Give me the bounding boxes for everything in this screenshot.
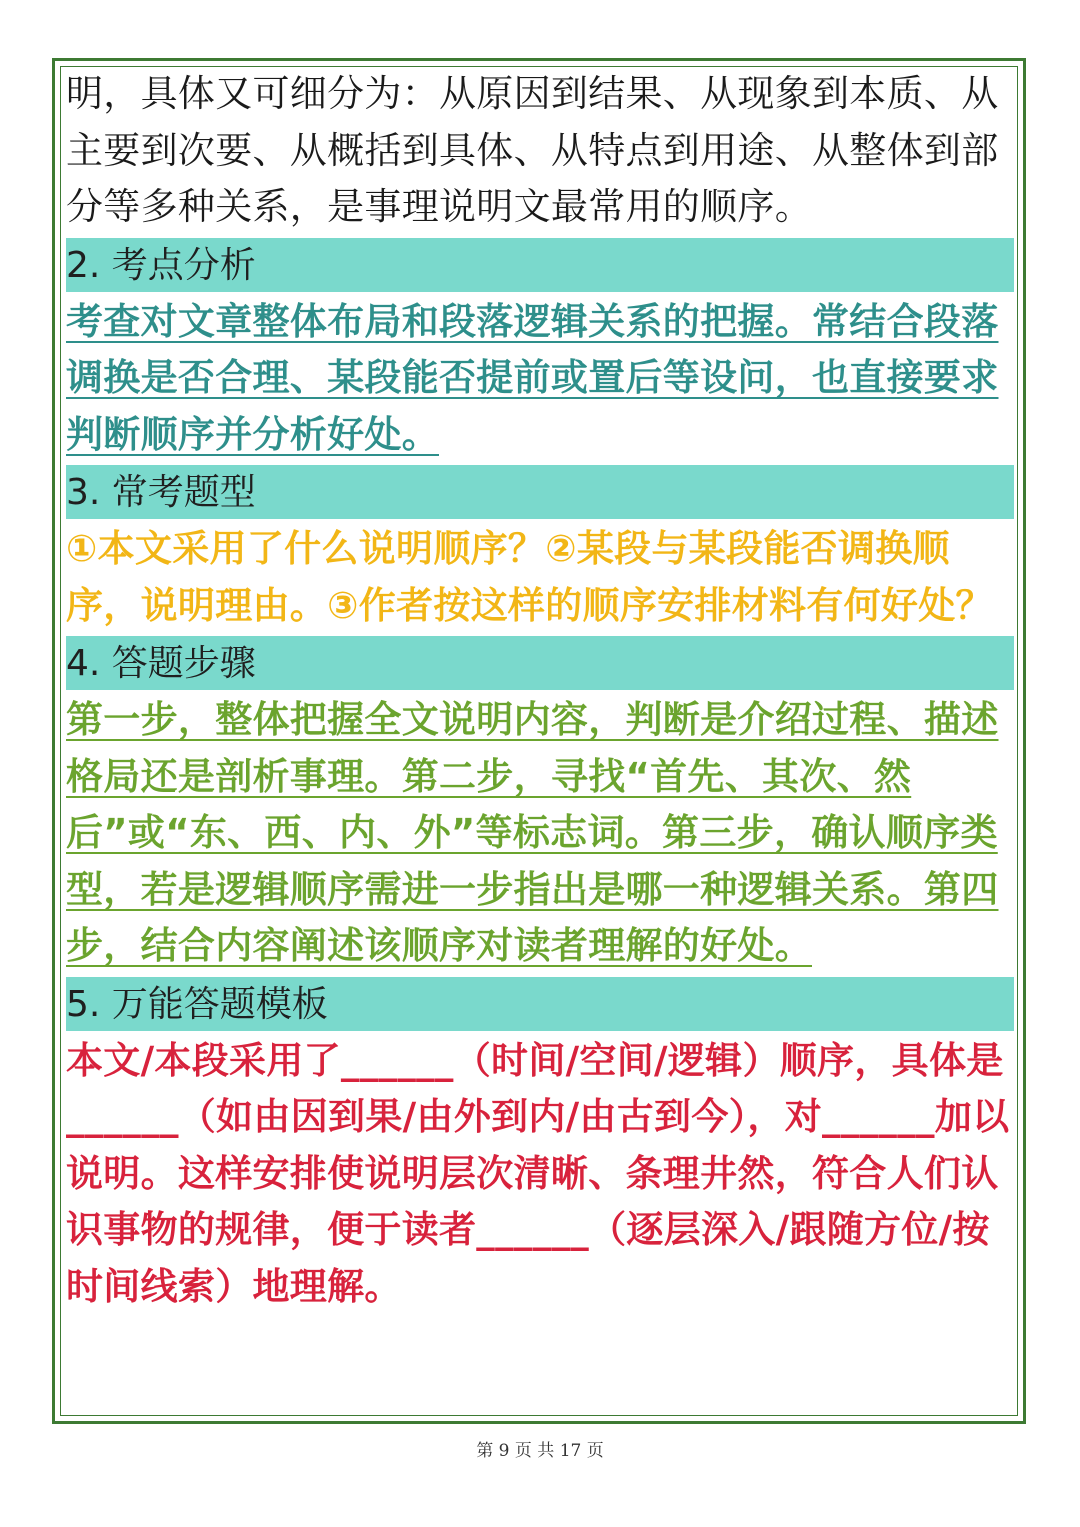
section-body-answer-template: 本文/本段采用了______（时间/空间/逻辑）顺序，具体是______（如由因到果/由外到内/由古到今），对______加以说明。这样安排使说明层次清晰、条理井然，符合人们认识事物的规律，便于读者______（逐层深入/跟随方位/按时间线索）地理解。 bbox=[66, 1038, 1010, 1308]
exam-analysis-text: 考查对文章整体布局和段落逻辑关系的把握。常结合段落调换是否合理、某段能否提前或置后等设问，也直接要求判断顺序并分析好处。 bbox=[66, 299, 999, 456]
section-heading-exam-analysis: 2. 考点分析 bbox=[66, 238, 1014, 292]
answer-steps-text: 第一步，整体把握全文说明内容，判断是介绍过程、描述格局还是剖析事理。第二步，寻找“首先、其次、然后”或“东、西、内、外”等标志词。第三步，确认顺序类型，若是逻辑顺序需进一步指出是哪一种逻辑关系。第四步，结合内容阐述该顺序对读者理解的好处。 bbox=[66, 698, 999, 967]
page-content bbox=[66, 66, 1014, 1315]
section-body-exam-analysis bbox=[66, 294, 1014, 464]
section-body-answer-steps bbox=[66, 692, 1014, 975]
intro-paragraph: 明，具体又可细分为：从原因到结果、从现象到本质、从主要到次要、从概括到具体、从特点到用途、从整体到部分等多种关系，是事理说明文最常用的顺序。 bbox=[66, 72, 999, 228]
section-body-question-types: ①本文采用了什么说明顺序？②某段与某段能否调换顺序，说明理由。③作者按这样的顺序安排材料有何好处？ bbox=[66, 527, 993, 627]
page-number-footer: 第 9 页 共 17 页 bbox=[476, 1441, 604, 1461]
section-heading-answer-template: 5. 万能答题模板 bbox=[66, 977, 1014, 1031]
section-heading-question-types: 3. 常考题型 bbox=[66, 465, 1014, 519]
section-heading-answer-steps: 4. 答题步骤 bbox=[66, 636, 1014, 690]
